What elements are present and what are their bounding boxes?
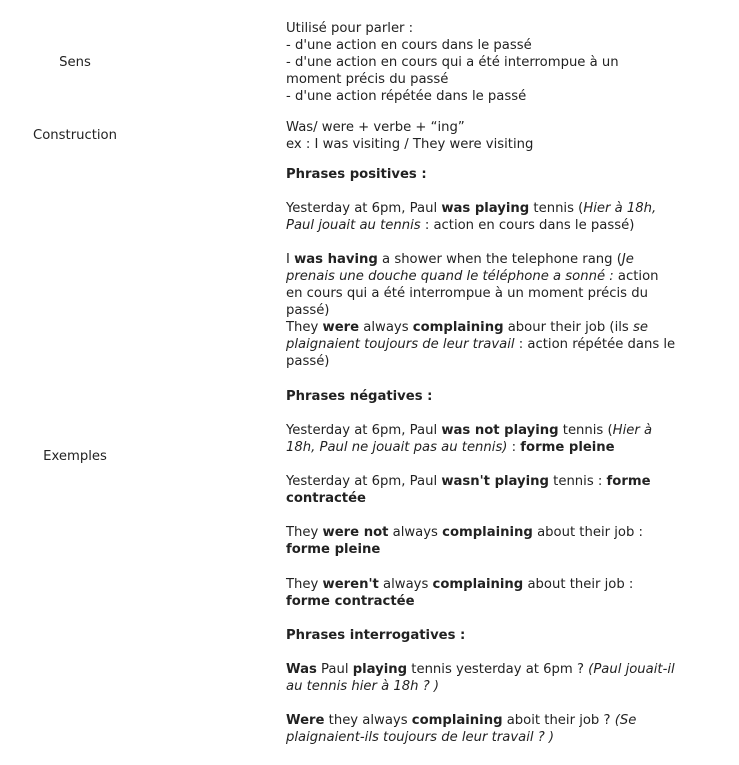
text: tennis yesterday at 6pm ? [407,662,589,677]
text: about their job : [532,525,643,540]
text: a shower when the telephone rang ( [377,252,622,267]
text: abour their job (ils [503,320,633,335]
example-positive-3 [286,319,676,370]
verb-form: was having [294,252,378,267]
translation: Je prenais une douche quand le téléphone a sonné : [286,252,634,284]
text: Yesterday at 6pm, Paul [286,423,442,438]
positive-heading: Phrases positives : [286,167,427,182]
text: action en cours qui a été interrompue à un moment précis du passé) [286,269,659,318]
sens-line: - d'une action en cours qui a été interrompue à un moment précis du passé [286,55,619,87]
form-note: forme pleine [520,440,615,455]
text: tennis ( [529,201,584,216]
translation: (Se plaignaient-ils toujours de leur travail ? ) [286,713,637,745]
label-exemples: Exemples [43,449,107,464]
sens-content [286,20,676,105]
verb-form: were not [322,525,389,540]
sens-line: Utilisé pour parler : [286,21,414,36]
verb-form: wasn't playing [441,474,549,489]
construction-formula: Was/ were + verbe + “ing” [286,120,465,135]
verb-form: playing [352,662,408,677]
example-negative-1 [286,422,676,456]
verb-form: Was [286,662,317,677]
text: Paul [316,662,353,677]
sens-line: - d'une action répétée dans le passé [286,89,527,104]
label-construction: Construction [33,128,117,143]
translation: Hier à 18h, Paul jouait au tennis [286,201,657,233]
example-positive-1 [286,200,676,234]
form-note: forme contractée [286,594,415,609]
verb-form: weren't [322,577,379,592]
form-note: forme pleine [286,542,381,557]
text: : [507,440,521,455]
translation: se plaignaient toujours de leur travail [286,320,648,352]
text: always [359,320,413,335]
text: They [286,320,323,335]
construction-content [286,119,676,153]
text: Yesterday at 6pm, Paul [286,201,442,216]
form-note: forme contractée [286,474,651,506]
construction-example: ex : I was visiting / They were visiting [286,137,534,152]
text: tennis ( [558,423,613,438]
text: always [388,525,443,540]
text: They [286,525,323,540]
example-negative-4 [286,576,676,610]
text: always [378,577,433,592]
verb-form: complaining [442,525,533,540]
interrogative-heading: Phrases interrogatives : [286,628,466,643]
example-positive-2 [286,251,676,319]
verb-form: complaining [411,713,503,728]
text: : action répétée dans le passé) [286,337,676,369]
sens-line: - d'une action en cours dans le passé [286,38,532,53]
example-negative-3 [286,524,676,558]
example-interrogative-1 [286,661,676,695]
verb-form: Were [286,713,325,728]
label-sens: Sens [59,55,91,70]
example-interrogative-2 [286,712,676,746]
translation: Hier à 18h, Paul ne jouait pas au tennis) [286,423,653,455]
text: aboit their job ? [502,713,615,728]
verb-form: was playing [441,201,530,216]
verb-form: was not playing [441,423,559,438]
text: : action en cours dans le passé) [420,218,635,233]
text: Yesterday at 6pm, Paul [286,474,442,489]
example-negative-2 [286,473,676,507]
translation: (Paul jouait-il au tennis hier à 18h ? ) [286,662,675,694]
text: I [286,252,295,267]
verb-form: complaining [412,320,504,335]
verb-form: complaining [432,577,524,592]
negative-heading: Phrases négatives : [286,389,433,404]
text: tennis : [548,474,607,489]
text: They [286,577,323,592]
text: about their job : [523,577,634,592]
verb-form: were [322,320,360,335]
text: they always [324,713,412,728]
